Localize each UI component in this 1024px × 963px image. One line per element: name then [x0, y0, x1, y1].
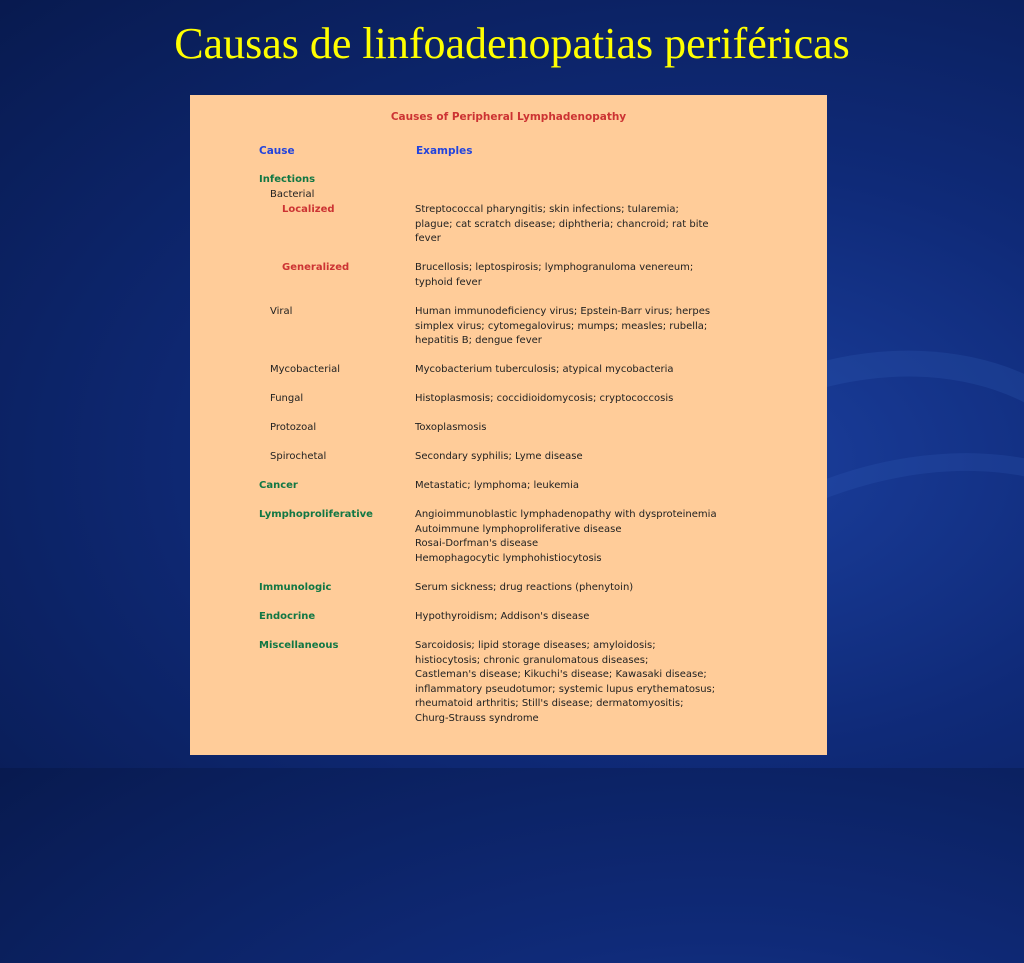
examples-cell	[415, 450, 815, 465]
examples-line: Mycobacterium tuberculosis; atypical mycobacteria	[415, 364, 674, 375]
examples-line: simplex virus; cytomegalovirus; mumps; measles; rubella;	[415, 320, 708, 332]
examples-line: Angioimmunoblastic lymphadenopathy with dysproteinemia	[415, 509, 717, 520]
cause-label: Cancer	[259, 480, 298, 491]
cause-label: Fungal	[270, 393, 304, 404]
lymphadenopathy-table	[190, 95, 827, 755]
examples-cell	[415, 261, 815, 290]
examples-line: Hemophagocytic lymphohistiocytosis	[415, 552, 602, 564]
examples-line: hepatitis B; dengue fever	[415, 335, 542, 347]
table-title: Causes of Peripheral Lymphadenopathy	[390, 111, 627, 123]
cause-label: Mycobacterial	[270, 364, 341, 375]
cause-label: Viral	[270, 306, 293, 317]
examples-line: inflammatory pseudotumor; systemic lupus erythematosus;	[415, 683, 716, 695]
examples-line: Sarcoidosis; lipid storage diseases; amyloidosis;	[415, 640, 656, 651]
examples-line: Rosai-Dorfman's disease	[415, 538, 539, 550]
cause-label: Localized	[282, 204, 335, 215]
examples-cell	[415, 363, 815, 378]
examples-line: rheumatoid arthritis; Still's disease; dermatomyositis;	[415, 698, 684, 710]
examples-line: Churg-Strauss syndrome	[415, 712, 539, 724]
examples-cell	[415, 639, 815, 727]
examples-line: Streptococcal pharyngitis; skin infections; tularemia;	[415, 204, 679, 215]
examples-cell	[415, 421, 815, 436]
examples-cell	[415, 610, 815, 625]
column-header-cause: Cause	[259, 145, 295, 157]
examples-line: Castleman's disease; Kikuchi's disease; Kawasaki disease;	[415, 669, 707, 681]
slide-title: Causas de linfoadenopatias periféricas	[174, 19, 850, 68]
cause-label: Lymphoproliferative	[259, 509, 373, 520]
examples-line: Secondary syphilis; Lyme disease	[415, 451, 583, 462]
examples-line: Autoimmune lymphoproliferative disease	[415, 523, 622, 535]
examples-cell	[415, 479, 815, 494]
cause-label: Endocrine	[259, 611, 316, 622]
column-header-examples: Examples	[416, 145, 473, 157]
examples-line: typhoid fever	[415, 276, 482, 288]
examples-line: Hypothyroidism; Addison's disease	[415, 611, 590, 622]
cause-label: Miscellaneous	[259, 640, 339, 651]
examples-line: Serum sickness; drug reactions (phenytoin)	[415, 582, 634, 593]
examples-line: Histoplasmosis; coccidioidomycosis; cryptococcosis	[415, 393, 674, 404]
examples-cell	[415, 392, 815, 407]
examples-cell	[415, 581, 815, 596]
examples-line: Metastatic; lymphoma; leukemia	[415, 480, 579, 491]
examples-line: plague; cat scratch disease; diphtheria; chancroid; rat bite	[415, 218, 709, 230]
cause-label: Protozoal	[270, 422, 317, 433]
cause-label: Bacterial	[270, 189, 315, 200]
cause-label: Spirochetal	[270, 451, 327, 462]
cause-label: Immunologic	[259, 582, 332, 593]
examples-cell	[415, 508, 815, 566]
examples-line: Toxoplasmosis	[415, 422, 487, 433]
examples-line: histiocytosis; chronic granulomatous diseases;	[415, 654, 649, 666]
examples-line: Brucellosis; leptospirosis; lymphogranuloma venereum;	[415, 262, 694, 273]
examples-line: Human immunodeficiency virus; Epstein-Barr virus; herpes	[415, 306, 711, 317]
examples-line: fever	[415, 233, 441, 245]
examples-cell	[415, 203, 815, 247]
examples-cell	[415, 305, 815, 349]
cause-label: Infections	[259, 174, 316, 185]
cause-label: Generalized	[282, 262, 350, 273]
